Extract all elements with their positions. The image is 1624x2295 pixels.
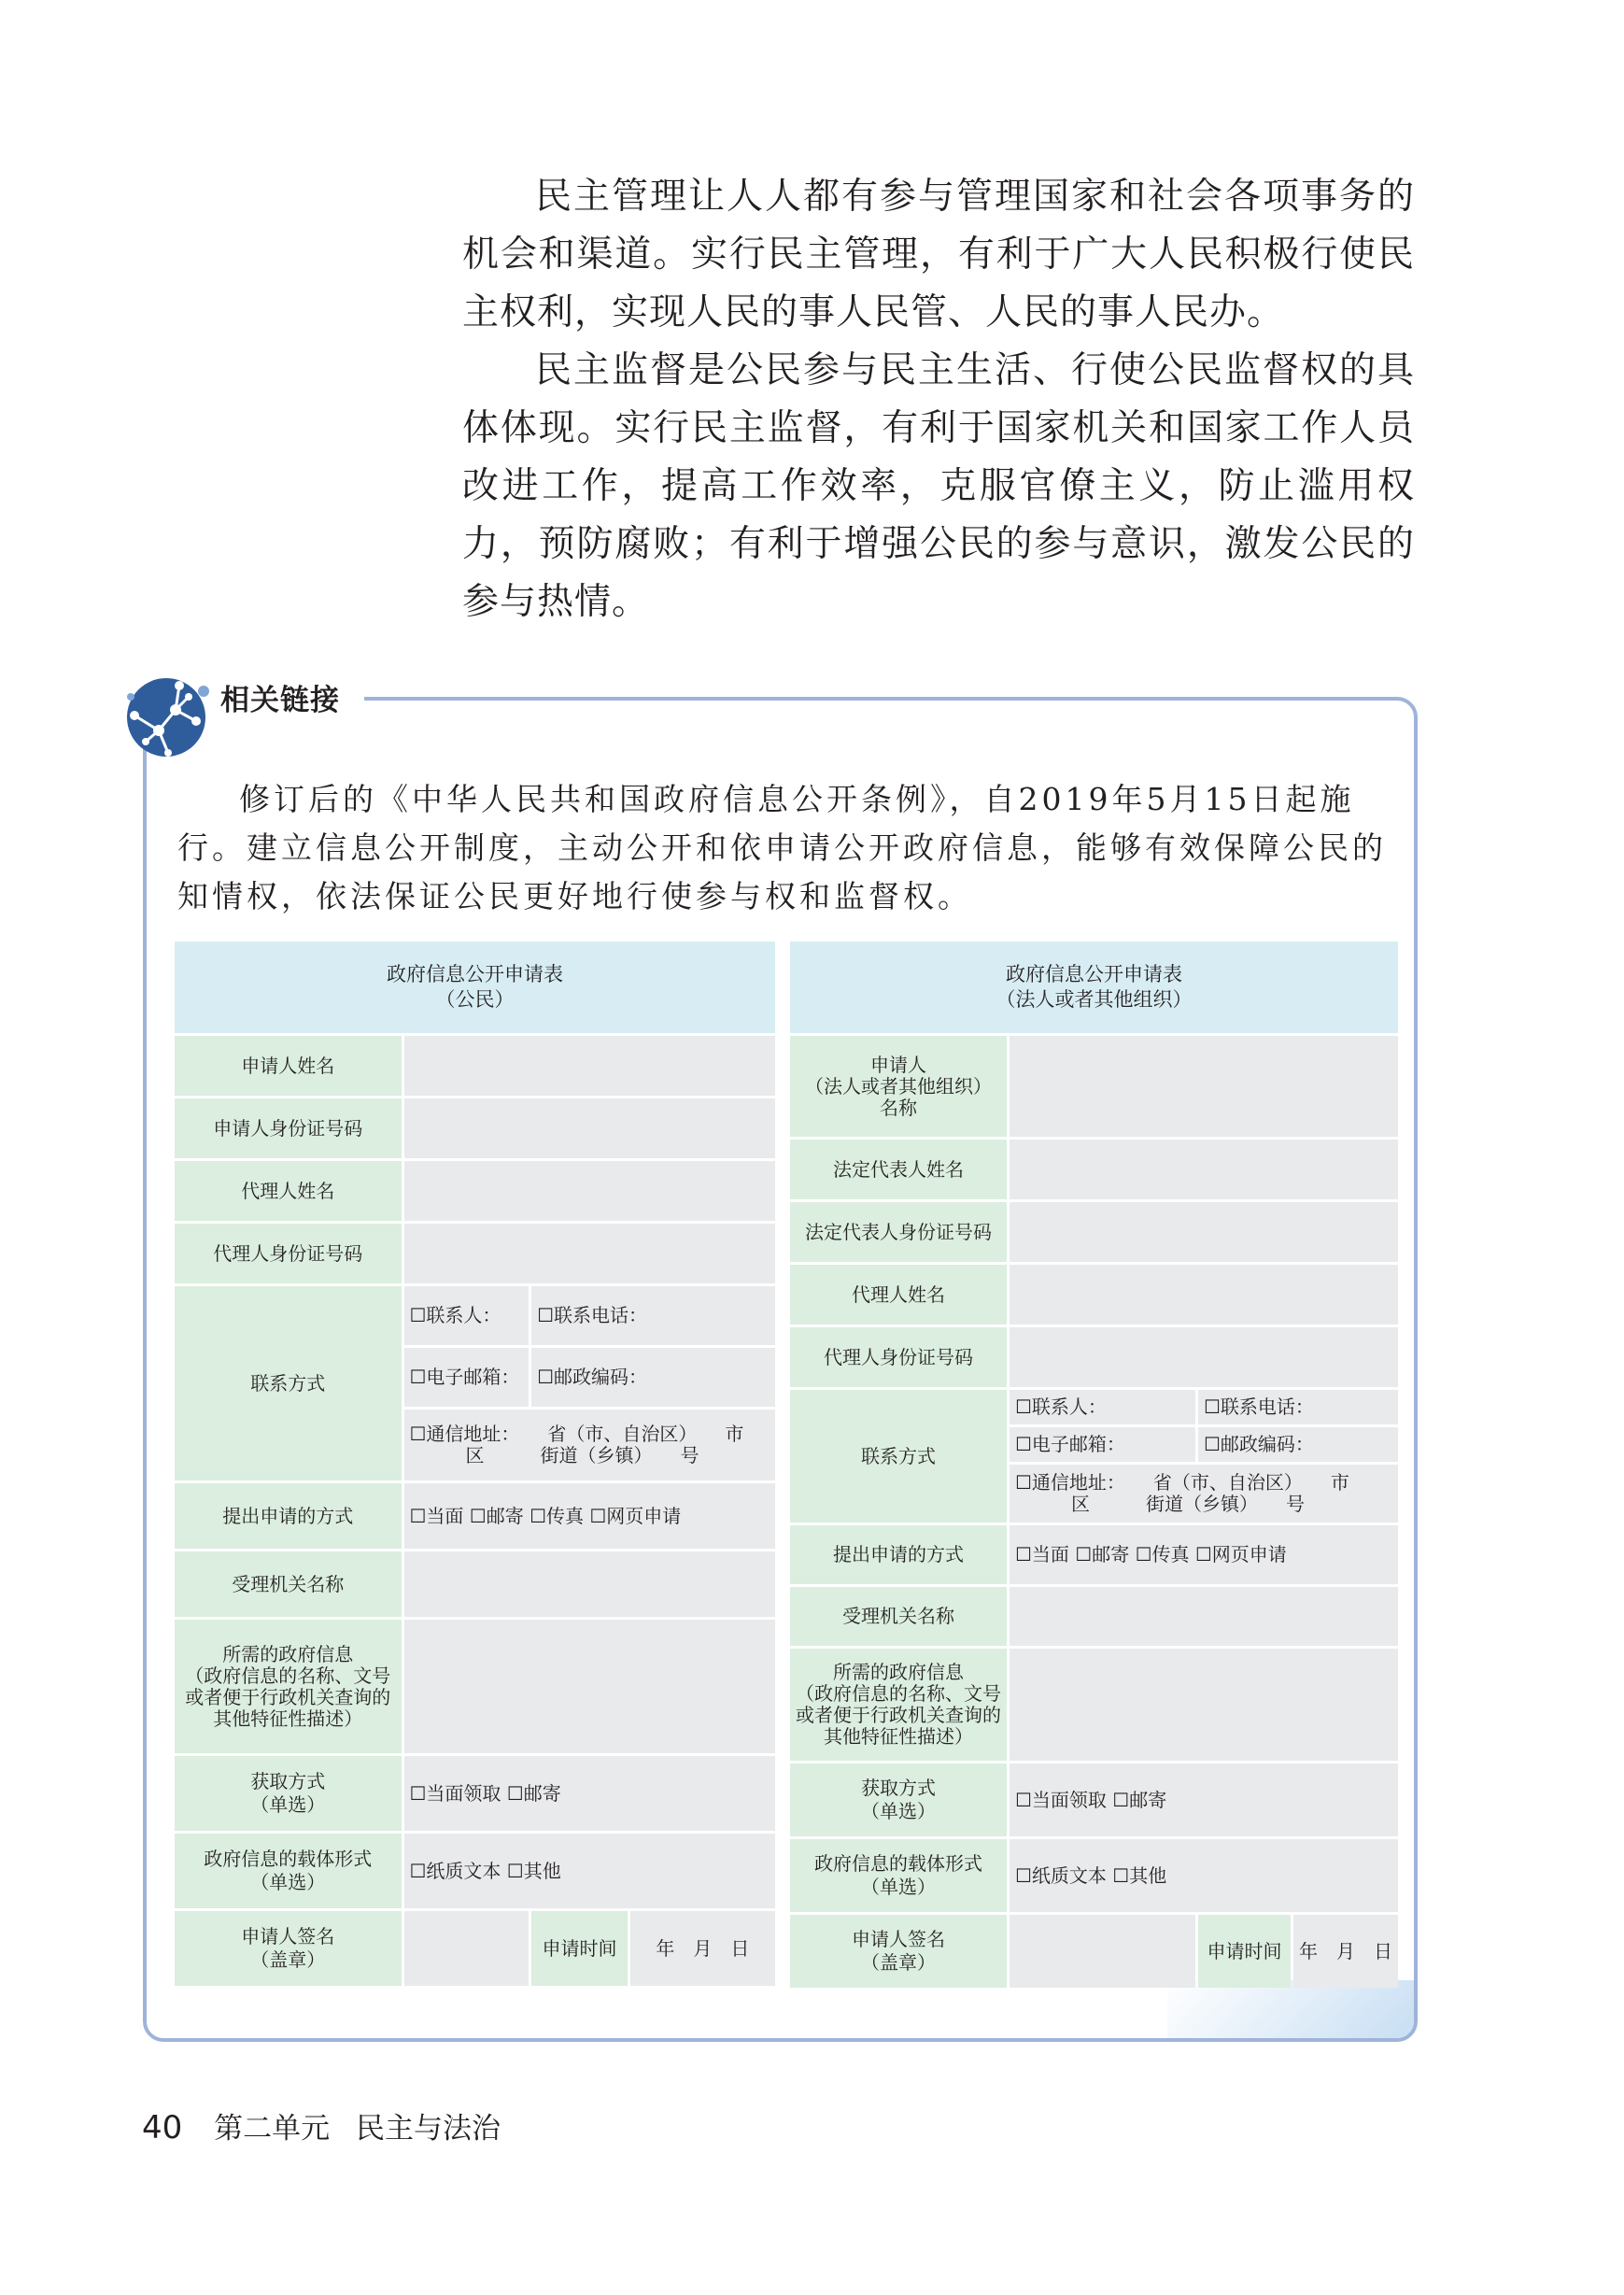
method-label: 提出申请的方式 — [175, 1483, 402, 1549]
obtain-title: 获取方式 — [250, 1770, 326, 1792]
legal-address-line-1: ☐通信地址： 省（市、自治区） 市 — [1015, 1471, 1349, 1494]
agent-id-field[interactable] — [404, 1224, 776, 1283]
legal-signature-label — [790, 1915, 1007, 1988]
legal-postcode-field[interactable]: ☐邮政编码： — [1198, 1427, 1398, 1462]
legal-info-needed-label — [790, 1649, 1007, 1761]
agency-label: 受理机关名称 — [175, 1551, 402, 1617]
legal-carrier-title: 政府信息的载体形式 — [814, 1852, 982, 1875]
legal-apply-date-field[interactable]: 年 月 日 — [1293, 1915, 1398, 1988]
info-needed-note: 其他特征性描述） — [213, 1707, 363, 1730]
info-needed-note: 或者便于行政机关查询的 — [185, 1685, 391, 1708]
contact-person-field[interactable]: ☐联系人： — [404, 1286, 530, 1345]
signature-title: 申请人签名 — [241, 1925, 335, 1948]
contact-phone-field[interactable]: ☐联系电话： — [531, 1286, 775, 1345]
applicant-name-label: 申请人姓名 — [175, 1036, 402, 1096]
legal-info-needed-title: 所需的政府信息 — [833, 1661, 964, 1683]
paragraph-democratic-management: 民主管理让人人都有参与管理国家和社会各项事务的机会和渠道。实行民主管理，有利于广大人民积极行使民主权利，实现人民的事人民管、人民的事人民办。 — [462, 176, 1415, 333]
network-nodes-icon — [121, 673, 211, 762]
legal-rep-name-field[interactable] — [1010, 1140, 1398, 1199]
legal-obtain-options[interactable]: ☐当面领取 ☐邮寄 — [1010, 1764, 1398, 1836]
form-citizen-title: 政府信息公开申请表 — [387, 963, 563, 985]
applicant-id-field[interactable] — [404, 1098, 776, 1158]
form-legal-header — [790, 942, 1398, 1033]
legal-rep-id-label: 法定代表人身份证号码 — [790, 1202, 1007, 1262]
legal-method-options[interactable]: ☐当面 ☐邮寄 ☐传真 ☐网页申请 — [1010, 1525, 1398, 1584]
legal-seal-note: （盖章） — [861, 1951, 936, 1974]
carrier-label — [175, 1834, 402, 1908]
legal-address-field[interactable] — [1010, 1465, 1398, 1523]
legal-rep-name-label: 法定代表人姓名 — [790, 1140, 1007, 1199]
agent-name-label: 代理人姓名 — [175, 1161, 402, 1221]
single-choice-note: （单选） — [250, 1793, 326, 1816]
legal-applicant-field[interactable] — [1010, 1036, 1398, 1137]
legal-apply-time-label: 申请时间 — [1198, 1915, 1291, 1988]
single-choice-note: （单选） — [250, 1871, 326, 1893]
legal-agent-name-field[interactable] — [1010, 1265, 1398, 1325]
legal-agency-field[interactable] — [1010, 1587, 1398, 1646]
form-legal-title: 政府信息公开申请表 — [1006, 963, 1182, 985]
unit-label: 第二单元 — [214, 2112, 331, 2146]
legal-info-needed-note: 或者便于行政机关查询的 — [796, 1704, 1001, 1726]
legal-rep-id-field[interactable] — [1010, 1202, 1398, 1262]
agent-name-field[interactable] — [404, 1161, 776, 1221]
obtain-label — [175, 1756, 402, 1831]
legal-agent-id-field[interactable] — [1010, 1327, 1398, 1387]
legal-contact-phone-field[interactable]: ☐联系电话： — [1198, 1390, 1398, 1424]
form-citizen — [172, 939, 778, 1989]
form-citizen-subtitle: （公民） — [435, 988, 515, 1011]
legal-contact-person-field[interactable]: ☐联系人： — [1010, 1390, 1195, 1424]
contact-label: 联系方式 — [175, 1286, 402, 1480]
legal-address-line-2: 区 街道（乡镇） 号 — [1071, 1493, 1305, 1515]
legal-obtain-label — [790, 1764, 1007, 1836]
unit-title: 民主与法治 — [355, 2112, 501, 2146]
method-options[interactable]: ☐当面 ☐邮寄 ☐传真 ☐网页申请 — [404, 1483, 776, 1549]
legal-single-choice-note: （单选） — [861, 1800, 936, 1822]
paragraph-democratic-supervision: 民主监督是公民参与民主生活、行使公民监督权的具体体现。实行民主监督，有利于国家机关和国家工作人员改进工作，提高工作效率，克服官僚主义，防止滥用权力，预防腐败；有利于增强公民的参与意识，激发公民的参与热情。 — [462, 349, 1415, 623]
legal-agent-name-label: 代理人姓名 — [790, 1265, 1007, 1325]
form-legal-subtitle: （法人或者其他组织） — [996, 988, 1193, 1011]
apply-date-field[interactable]: 年 月 日 — [630, 1911, 775, 1986]
legal-single-choice-note: （单选） — [861, 1876, 936, 1898]
legal-applicant-label — [790, 1036, 1007, 1137]
legal-agent-id-label: 代理人身份证号码 — [790, 1327, 1007, 1387]
related-link-title: 相关链接 — [220, 684, 340, 717]
legal-contact-label: 联系方式 — [790, 1390, 1007, 1523]
info-needed-note: （政府信息的名称、文号 — [185, 1664, 391, 1687]
carrier-title: 政府信息的载体形式 — [204, 1848, 373, 1870]
legal-signature-title: 申请人签名 — [852, 1928, 945, 1950]
address-line-1: ☐通信地址： 省（市、自治区） 市 — [409, 1423, 744, 1445]
info-needed-label — [175, 1620, 402, 1753]
carrier-options[interactable]: ☐纸质文本 ☐其他 — [404, 1834, 776, 1908]
form-citizen-header — [175, 942, 775, 1033]
applicant-id-label: 申请人身份证号码 — [175, 1098, 402, 1158]
legal-agency-label: 受理机关名称 — [790, 1587, 1007, 1646]
legal-signature-field[interactable] — [1010, 1915, 1195, 1988]
applicant-name-field[interactable] — [404, 1036, 776, 1096]
signature-field[interactable] — [404, 1911, 530, 1986]
related-link-text — [177, 775, 1391, 921]
address-field[interactable] — [404, 1410, 776, 1480]
related-link-paragraph: 修订后的《中华人民共和国政府信息公开条例》，自2019年5月15日起施行。建立信息公开制度，主动公开和依申请公开政府信息，能够有效保障公民的知情权，依法保证公民更好地行使参与权和监督权。 — [177, 781, 1387, 914]
legal-applicant-note: （法人或者其他组织） — [805, 1074, 992, 1098]
postcode-field[interactable]: ☐邮政编码： — [531, 1348, 775, 1407]
legal-method-label: 提出申请的方式 — [790, 1525, 1007, 1584]
info-needed-title: 所需的政府信息 — [222, 1642, 354, 1665]
page-number: 40 — [142, 2109, 183, 2146]
form-legal-entity — [787, 939, 1401, 1990]
obtain-options[interactable]: ☐当面领取 ☐邮寄 — [404, 1756, 776, 1831]
agency-field[interactable] — [404, 1551, 776, 1617]
legal-info-needed-note: （政府信息的名称、文号 — [796, 1682, 1001, 1705]
email-field[interactable]: ☐电子邮箱： — [404, 1348, 530, 1407]
info-needed-field[interactable] — [404, 1620, 776, 1753]
legal-applicant-name-word: 名称 — [880, 1096, 917, 1119]
agent-id-label: 代理人身份证号码 — [175, 1224, 402, 1283]
address-line-2: 区 街道（乡镇） 号 — [465, 1444, 699, 1466]
legal-carrier-options[interactable]: ☐纸质文本 ☐其他 — [1010, 1839, 1398, 1912]
legal-info-needed-field[interactable] — [1010, 1649, 1398, 1761]
apply-time-label: 申请时间 — [531, 1911, 628, 1986]
legal-obtain-title: 获取方式 — [861, 1777, 936, 1799]
page-footer — [142, 2104, 501, 2146]
legal-carrier-label — [790, 1839, 1007, 1912]
body-text — [462, 168, 1415, 631]
legal-email-field[interactable]: ☐电子邮箱： — [1010, 1427, 1195, 1462]
legal-applicant-title: 申请人 — [870, 1053, 926, 1076]
seal-note: （盖章） — [250, 1948, 326, 1971]
signature-label — [175, 1911, 402, 1986]
legal-info-needed-note: 其他特征性描述） — [824, 1725, 973, 1748]
